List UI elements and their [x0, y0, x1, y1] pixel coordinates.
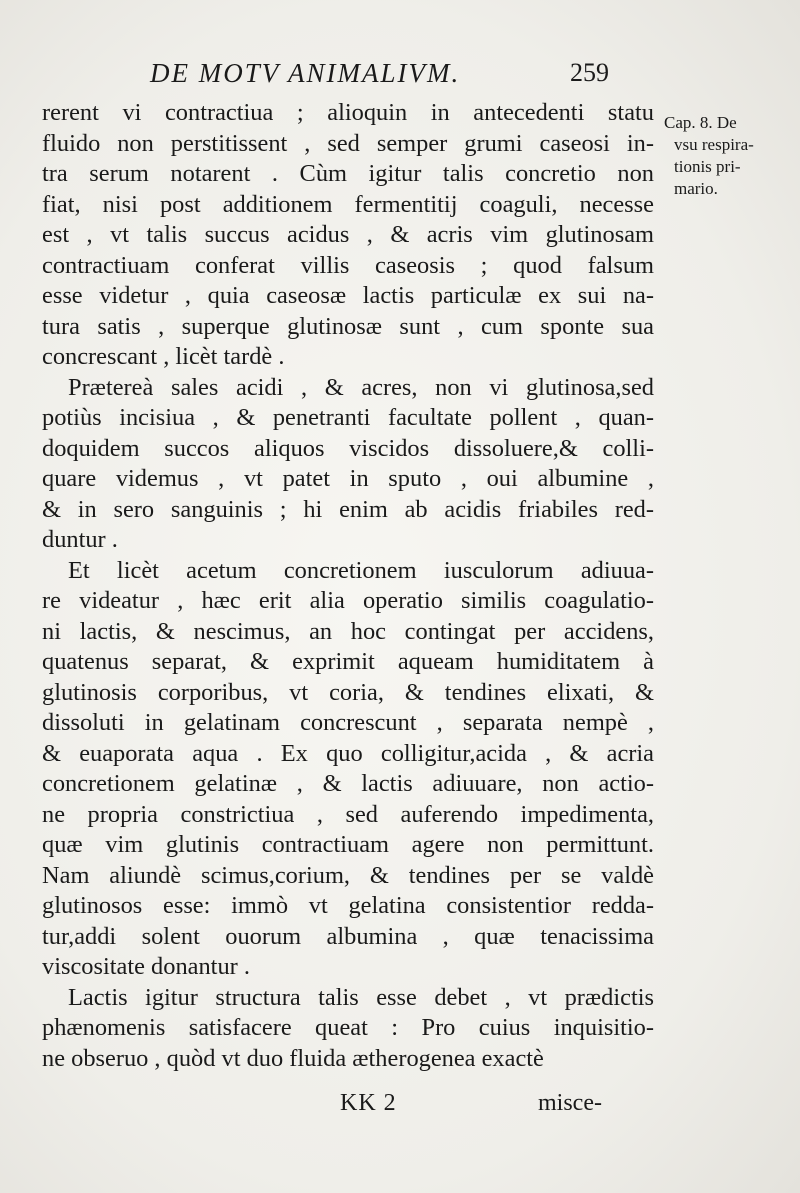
- text-line: phænomenis satisfacere queat : Pro cuius inquisitio-: [42, 1014, 654, 1041]
- text-line: & euaporata aqua . Ex quo colligitur,acida , & acria: [42, 739, 654, 767]
- page-footer: [0, 1090, 800, 1120]
- text-line: glutinosis corporibus, vt coria, & tendines elixati, &: [42, 678, 654, 706]
- text-line: quæ vim glutinis contractiuam agere non permittunt.: [42, 831, 654, 858]
- paragraph: [42, 373, 654, 556]
- text-line: Prætereà sales acidi , & acres, non vi glutinosa,sed: [68, 373, 654, 401]
- text-line: tra serum notarent . Cùm igitur talis concretio non: [42, 160, 654, 187]
- paragraph: [42, 983, 654, 1075]
- text-line: quatenus separat, & exprimit aqueam humiditatem à: [42, 648, 654, 675]
- text-line: doquidem succos aliquos viscidos dissoluere,& colli-: [42, 434, 654, 462]
- text-line: viscositate donantur .: [42, 953, 250, 980]
- text-line: rerent vi contractiua ; alioquin in antecedenti statu: [42, 99, 654, 126]
- text-line: quare videmus , vt patet in sputo , oui albumine ,: [42, 465, 654, 492]
- marginal-note-line: tionis pri-: [674, 157, 741, 176]
- paragraph: [42, 556, 654, 983]
- text-line: Lactis igitur structura talis esse debet , vt prædictis: [68, 983, 654, 1011]
- text-line: Nam aliundè scimus,corium, & tendines per se valdè: [42, 861, 654, 889]
- marginal-note-line: vsu respira-: [674, 135, 754, 154]
- text-line: potiùs incisiua , & penetranti facultate pollent , quan-: [42, 404, 654, 431]
- text-line: ne obseruo , quòd vt duo fluida ætherogenea exactè: [42, 1044, 544, 1072]
- marginal-note: [664, 112, 794, 200]
- text-line: re videatur , hæc erit alia operatio similis coagulatio-: [42, 587, 654, 614]
- text-line: dissoluti in gelatinam concrescunt , separata nempè ,: [42, 709, 654, 736]
- text-line: duntur .: [42, 526, 118, 553]
- signature-mark: KK 2: [340, 1090, 397, 1116]
- marginal-note-line: Cap. 8. De: [664, 113, 737, 132]
- text-line: esse videtur , quia caseosæ lactis particulæ ex sui na-: [42, 282, 654, 309]
- catchword: misce-: [538, 1090, 602, 1116]
- text-line: tur,addi solent ouorum albumina , quæ tenacissima: [42, 922, 654, 950]
- main-text: [42, 98, 654, 1074]
- marginal-note-line: mario.: [674, 179, 718, 198]
- text-line: contractiuam conferat villis caseosis ; quod falsum: [42, 251, 654, 279]
- text-line: fluido non perstitissent , sed semper grumi caseosi in-: [42, 129, 654, 157]
- text-line: concrescant , licèt tardè .: [42, 343, 285, 370]
- text-line: concretionem gelatinæ , & lactis adiuuare, non actio-: [42, 770, 654, 797]
- text-line: Et licèt acetum concretionem iusculorum adiuua-: [68, 556, 654, 584]
- text-line: ni lactis, & nescimus, an hoc contingat per accidens,: [42, 617, 654, 645]
- text-line: glutinosos esse: immò vt gelatina consistentior redda-: [42, 892, 654, 919]
- text-line: & in sero sanguinis ; hi enim ab acidis friabiles red-: [42, 495, 654, 523]
- paragraph: [42, 98, 654, 373]
- page-number: 259: [570, 58, 609, 87]
- running-head: DE MOTV ANIMALIVM.: [150, 58, 461, 88]
- text-line: ne propria constrictiua , sed auferendo impedimenta,: [42, 800, 654, 828]
- text-line: tura satis , superque glutinosæ sunt , cum sponte sua: [42, 312, 654, 340]
- text-line: fiat, nisi post additionem fermentitij coaguli, necesse: [42, 190, 654, 218]
- text-line: est , vt talis succus acidus , & acris vim glutinosam: [42, 221, 654, 248]
